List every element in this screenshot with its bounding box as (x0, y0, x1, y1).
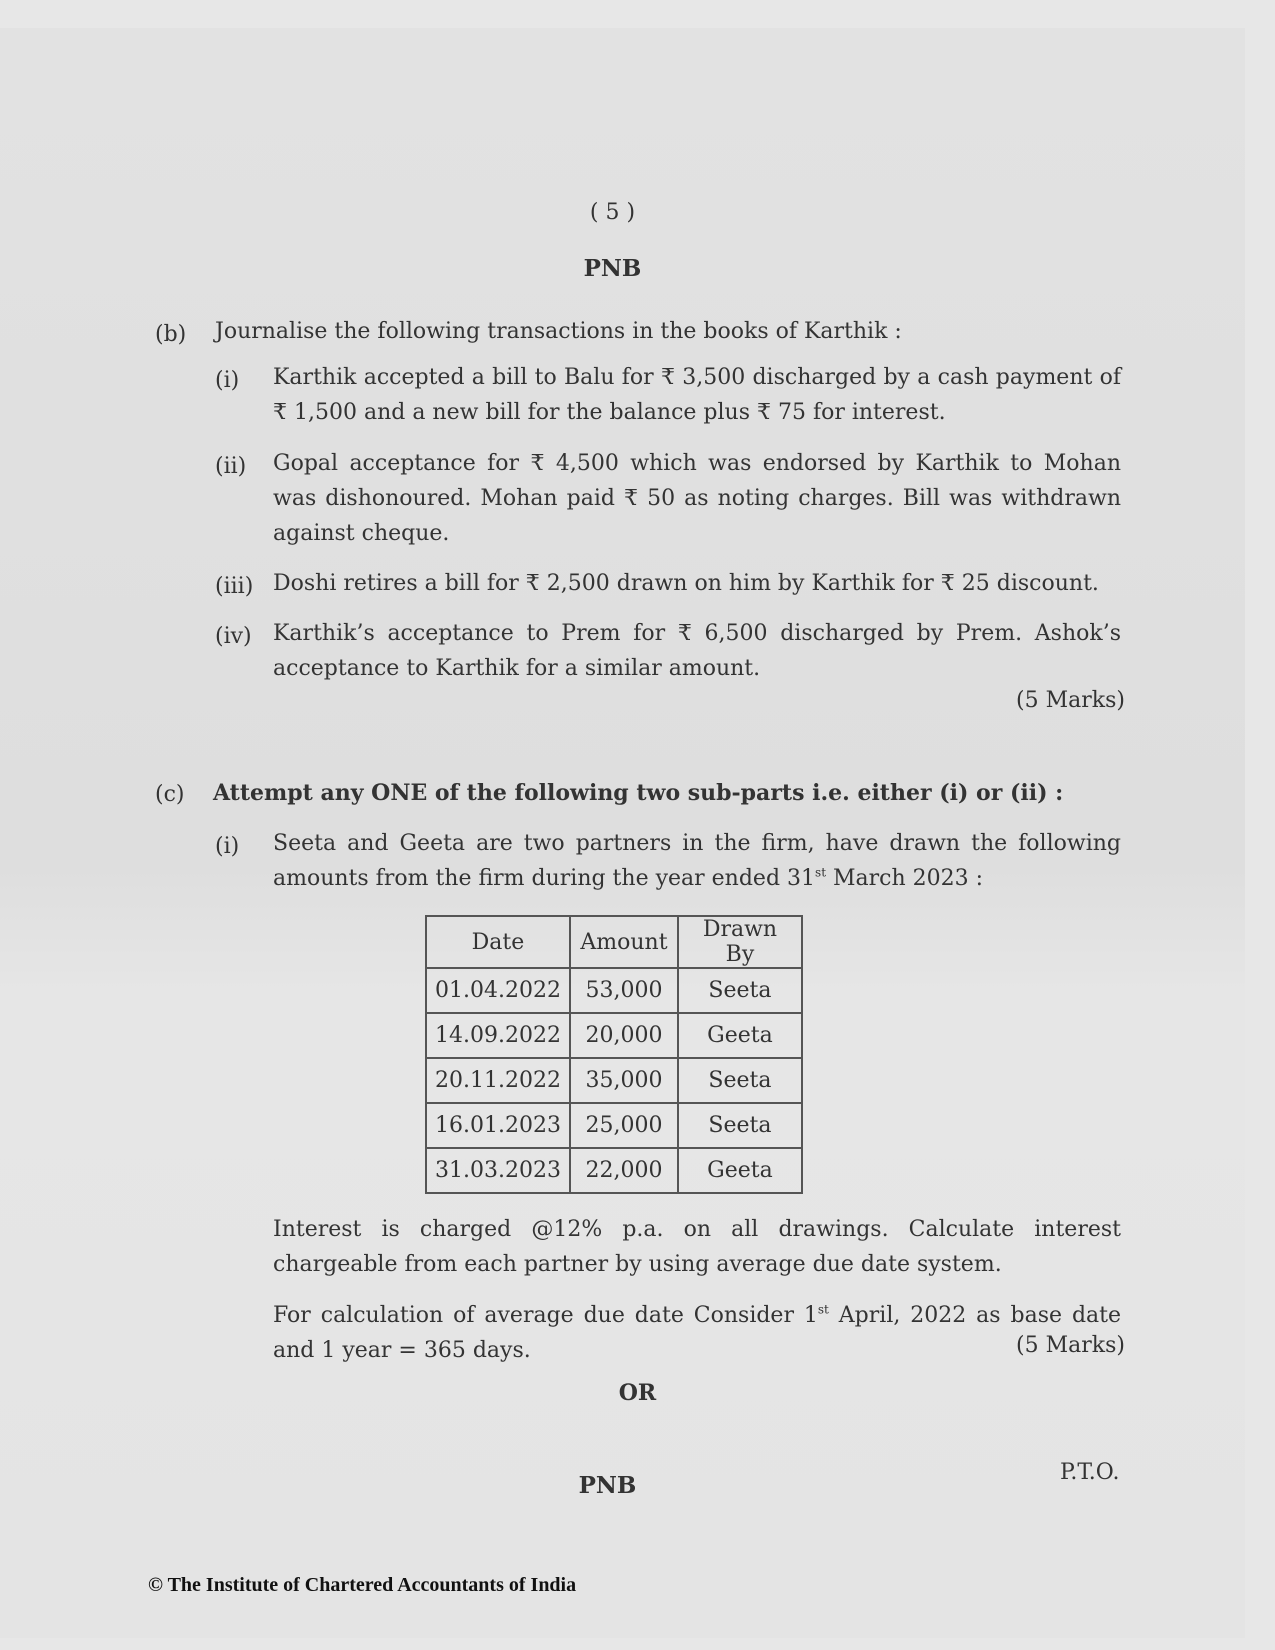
cell-drawn-by: Seeta (678, 1103, 802, 1148)
table-row (426, 1013, 802, 1058)
page-number: ( 5 ) (589, 200, 636, 225)
part-b-marks: (5 Marks) (1016, 688, 1125, 713)
cell-amount: 25,000 (570, 1103, 678, 1148)
pto-label: P.T.O. (1060, 1460, 1120, 1485)
part-c-heading: Attempt any ONE of the following two sub-parts i.e. either (i) or (ii) : (213, 780, 1064, 806)
part-b-label: (b) (155, 322, 187, 347)
cell-date: 31.03.2023 (426, 1148, 570, 1193)
cell-amount: 53,000 (570, 968, 678, 1013)
part-b-item-num: (i) (215, 368, 240, 393)
part-c-note-base-date: For calculation of average due date Consider 1st April, 2022 as base date and 1 year = 365 days. (273, 1302, 1121, 1363)
column-header-amount: Amount (570, 916, 678, 968)
paper-code-bottom: PNB (578, 1472, 637, 1499)
part-c-note-interest: Interest is charged @12% p.a. on all drawings. Calculate interest chargeable from each partner by using average due date system. (273, 1217, 1121, 1277)
cell-drawn-by: Geeta (678, 1013, 802, 1058)
part-b-item-text: Doshi retires a bill for ₹ 2,500 drawn on him by Karthik for ₹ 25 discount. (273, 571, 1099, 596)
cell-drawn-by: Seeta (678, 1058, 802, 1103)
column-header-date: Date (426, 916, 570, 968)
table-row (426, 968, 802, 1013)
cell-amount: 20,000 (570, 1013, 678, 1058)
cell-drawn-by: Seeta (678, 968, 802, 1013)
part-b-item-num: (ii) (215, 454, 247, 479)
cell-date: 01.04.2022 (426, 968, 570, 1013)
cell-amount: 22,000 (570, 1148, 678, 1193)
table-row (426, 1148, 802, 1193)
part-b-item-num: (iii) (215, 574, 254, 599)
part-c-label: (c) (155, 782, 185, 807)
part-b-item-text: Gopal acceptance for ₹ 4,500 which was endorsed by Karthik to Mohan was dishonoured. Mohan paid ₹ 50 as noting charges. Bill was withdrawn against cheque. (273, 451, 1121, 546)
part-c-sub-i-intro: Seeta and Geeta are two partners in the firm, have drawn the following amounts from the firm during the year ended 31st March 2023 : (273, 831, 1121, 891)
cell-amount: 35,000 (570, 1058, 678, 1103)
part-b-item-text: Karthik’s acceptance to Prem for ₹ 6,500 discharged by Prem. Ashok’s acceptance to Karthik for a similar amount. (273, 621, 1121, 681)
table-row (426, 1058, 802, 1103)
column-header-drawn-by: Drawn By (678, 916, 802, 968)
table-row (426, 1103, 802, 1148)
part-b-item-num: (iv) (215, 624, 252, 649)
cell-drawn-by: Geeta (678, 1148, 802, 1193)
or-separator: OR (618, 1380, 657, 1406)
part-c-sub-i-num: (i) (215, 834, 240, 859)
table-header-row (426, 916, 802, 968)
copyright-footer: © The Institute of Chartered Accountants of India (148, 1574, 577, 1596)
cell-date: 16.01.2023 (426, 1103, 570, 1148)
part-c-marks: (5 Marks) (1016, 1333, 1125, 1358)
drawings-table (425, 915, 803, 1194)
part-b-instruction: Journalise the following transactions in the books of Karthik : (215, 319, 902, 344)
part-b-item-text: Karthik accepted a bill to Balu for ₹ 3,500 discharged by a cash payment of ₹ 1,500 and a new bill for the balance plus ₹ 75 for interest. (273, 365, 1121, 425)
cell-date: 20.11.2022 (426, 1058, 570, 1103)
paper-code-top: PNB (583, 255, 642, 282)
cell-date: 14.09.2022 (426, 1013, 570, 1058)
